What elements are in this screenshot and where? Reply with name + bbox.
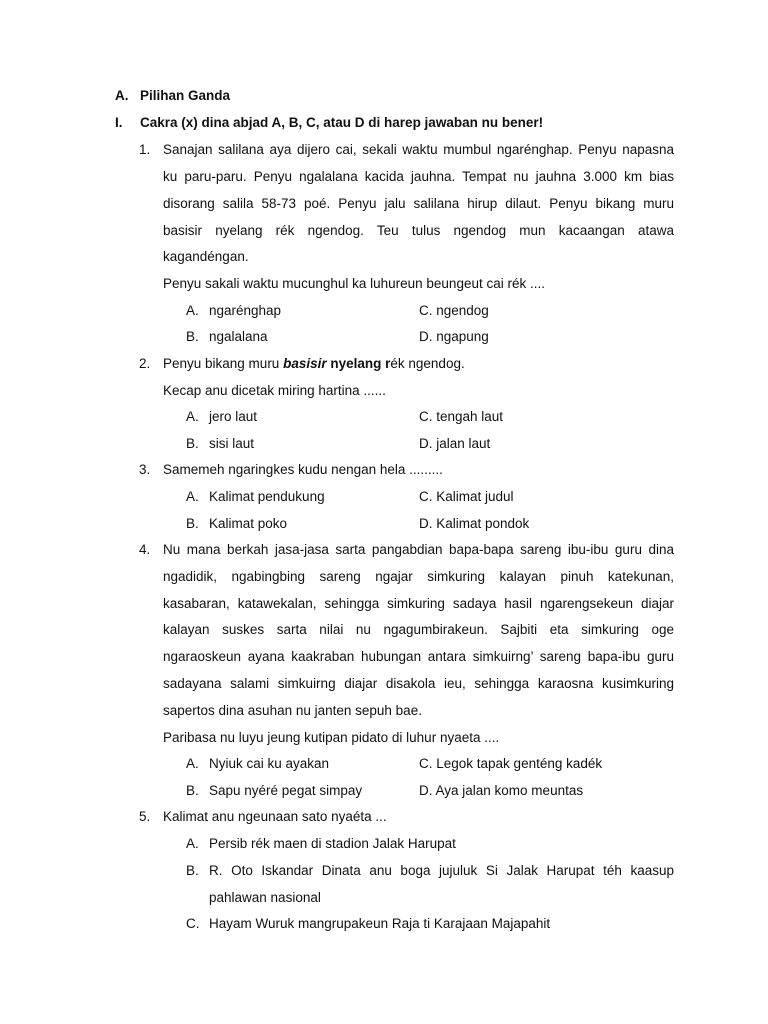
- section-a-title: Pilihan Ganda: [140, 88, 231, 103]
- q5-option-b-letter[interactable]: B.: [186, 863, 199, 878]
- q4-option-b-letter[interactable]: B.: [186, 783, 199, 798]
- q2-option-a-letter[interactable]: A.: [186, 409, 199, 424]
- q1-line-3: disorang salila 58-73 poé. Penyu jalu salilana hirup dilaut. Penyu bikang muru: [163, 196, 674, 211]
- q5-option-c[interactable]: Hayam Wuruk mangrupakeun Raja ti Karajaan Majapahit: [209, 916, 551, 931]
- q2-bold-word: nyelang r: [326, 356, 391, 371]
- q5-option-c-letter[interactable]: C.: [186, 916, 200, 931]
- q1-option-d[interactable]: D. ngapung: [419, 329, 489, 344]
- q2-option-c[interactable]: C. tengah laut: [419, 409, 504, 424]
- q2-text-before: Penyu bikang muru: [163, 356, 284, 371]
- q1-line-5: kagandéngan.: [163, 249, 249, 264]
- q1-line-2: ku paru-paru. Penyu ngalalana kacida jauhna. Tempat nu jauhna 3.000 km bias: [163, 169, 674, 184]
- q4-line-1: Nu mana berkah jasa-jasa sarta pangabdian bapa-bapa sareng ibu-ibu guru dina: [163, 542, 674, 557]
- q1-option-b[interactable]: ngalalana: [209, 329, 268, 344]
- q4-option-d[interactable]: D. Aya jalan komo meuntas: [419, 783, 584, 798]
- q4-line-4: kalayan suskes sarta nilai nu ngagumbirakeun. Sajbiti eta simkuring oge: [163, 622, 674, 637]
- q4-option-a[interactable]: Nyiuk cai ku ayakan: [209, 756, 330, 771]
- q3-question: Samemeh ngaringkes kudu nengan hela .........: [163, 462, 443, 477]
- q4-question: Paribasa nu luyu jeung kutipan pidato di luhur nyaeta ....: [163, 730, 500, 745]
- q1-line-1: Sanajan salilana aya dijero cai, sekali waktu mumbul ngarénghap. Penyu napasna: [163, 142, 674, 157]
- section-a-marker: A.: [115, 88, 129, 103]
- q4-number: 4.: [139, 542, 151, 557]
- q4-option-c[interactable]: C. Legok tapak genténg kadék: [419, 756, 603, 771]
- q4-line-3: kasabaran, katawekalan, sehingga simkuring sadaya hasil ngarengsekeun diajar: [163, 596, 674, 611]
- q2-question: Kecap anu dicetak miring hartina ......: [163, 383, 386, 398]
- q3-option-c[interactable]: C. Kalimat judul: [419, 489, 514, 504]
- q3-number: 3.: [139, 462, 151, 477]
- q3-option-a[interactable]: Kalimat pendukung: [209, 489, 325, 504]
- q3-option-a-letter[interactable]: A.: [186, 489, 199, 504]
- q4-line-5: ngaraoskeun ayana kaakraban hubungan antara simkuirng’ sareng bapa-ibu guru: [163, 649, 674, 664]
- q5-option-b-line-2[interactable]: pahlawan nasional: [209, 890, 321, 905]
- q3-option-b-letter[interactable]: B.: [186, 516, 199, 531]
- q4-line-2: ngadidik, ngabingbing sareng ngajar simkuring kalayan pinuh katekunan,: [163, 569, 674, 584]
- q2-option-b-letter[interactable]: B.: [186, 436, 199, 451]
- q2-number: 2.: [139, 356, 151, 371]
- section-i-marker: I.: [115, 115, 123, 130]
- section-i-instruction: Cakra (x) dina abjad A, B, C, atau D di harep jawaban nu bener!: [140, 115, 544, 130]
- q1-number: 1.: [139, 142, 151, 157]
- q1-option-c[interactable]: C. ngendog: [419, 303, 489, 318]
- q4-option-b[interactable]: Sapu nyéré pegat simpay: [209, 783, 363, 798]
- q5-option-a[interactable]: Persib rék maen di stadion Jalak Harupat: [209, 836, 456, 851]
- q4-line-7: sapertos dina asuhan nu janten sepuh bae.: [163, 703, 422, 718]
- q1-line-4: basisir nyelang rék ngendog. Teu tulus ngendog mun kacaangan atawa: [163, 223, 674, 238]
- q1-option-a-letter[interactable]: A.: [186, 303, 199, 318]
- q1-option-b-letter[interactable]: B.: [186, 329, 199, 344]
- q2-option-a[interactable]: jero laut: [209, 409, 258, 424]
- q2-italic-word: basisir: [283, 356, 327, 371]
- q1-question: Penyu sakali waktu mucunghul ka luhureun beungeut cai rék ....: [163, 276, 545, 291]
- q1-option-a[interactable]: ngarénghap: [209, 303, 282, 318]
- q5-number: 5.: [139, 809, 151, 824]
- q5-question: Kalimat anu ngeunaan sato nyaéta ...: [163, 809, 387, 824]
- q3-option-b[interactable]: Kalimat poko: [209, 516, 288, 531]
- q5-option-b-line-1[interactable]: R. Oto Iskandar Dinata anu boga jujuluk Si Jalak Harupat téh kaasup: [209, 863, 674, 878]
- q4-line-6: sadayana salami simkuirng diajar disakola ieu, sehingga karaosna kusimkuring: [163, 676, 674, 691]
- q5-option-a-letter[interactable]: A.: [186, 836, 199, 851]
- q3-option-d[interactable]: D. Kalimat pondok: [419, 516, 530, 531]
- q2-option-b[interactable]: sisi laut: [209, 436, 255, 451]
- q2-option-d[interactable]: D. jalan laut: [419, 436, 491, 451]
- q2-text-after: ék ngendog.: [390, 356, 465, 371]
- q4-option-a-letter[interactable]: A.: [186, 756, 199, 771]
- q2-statement: [163, 355, 465, 373]
